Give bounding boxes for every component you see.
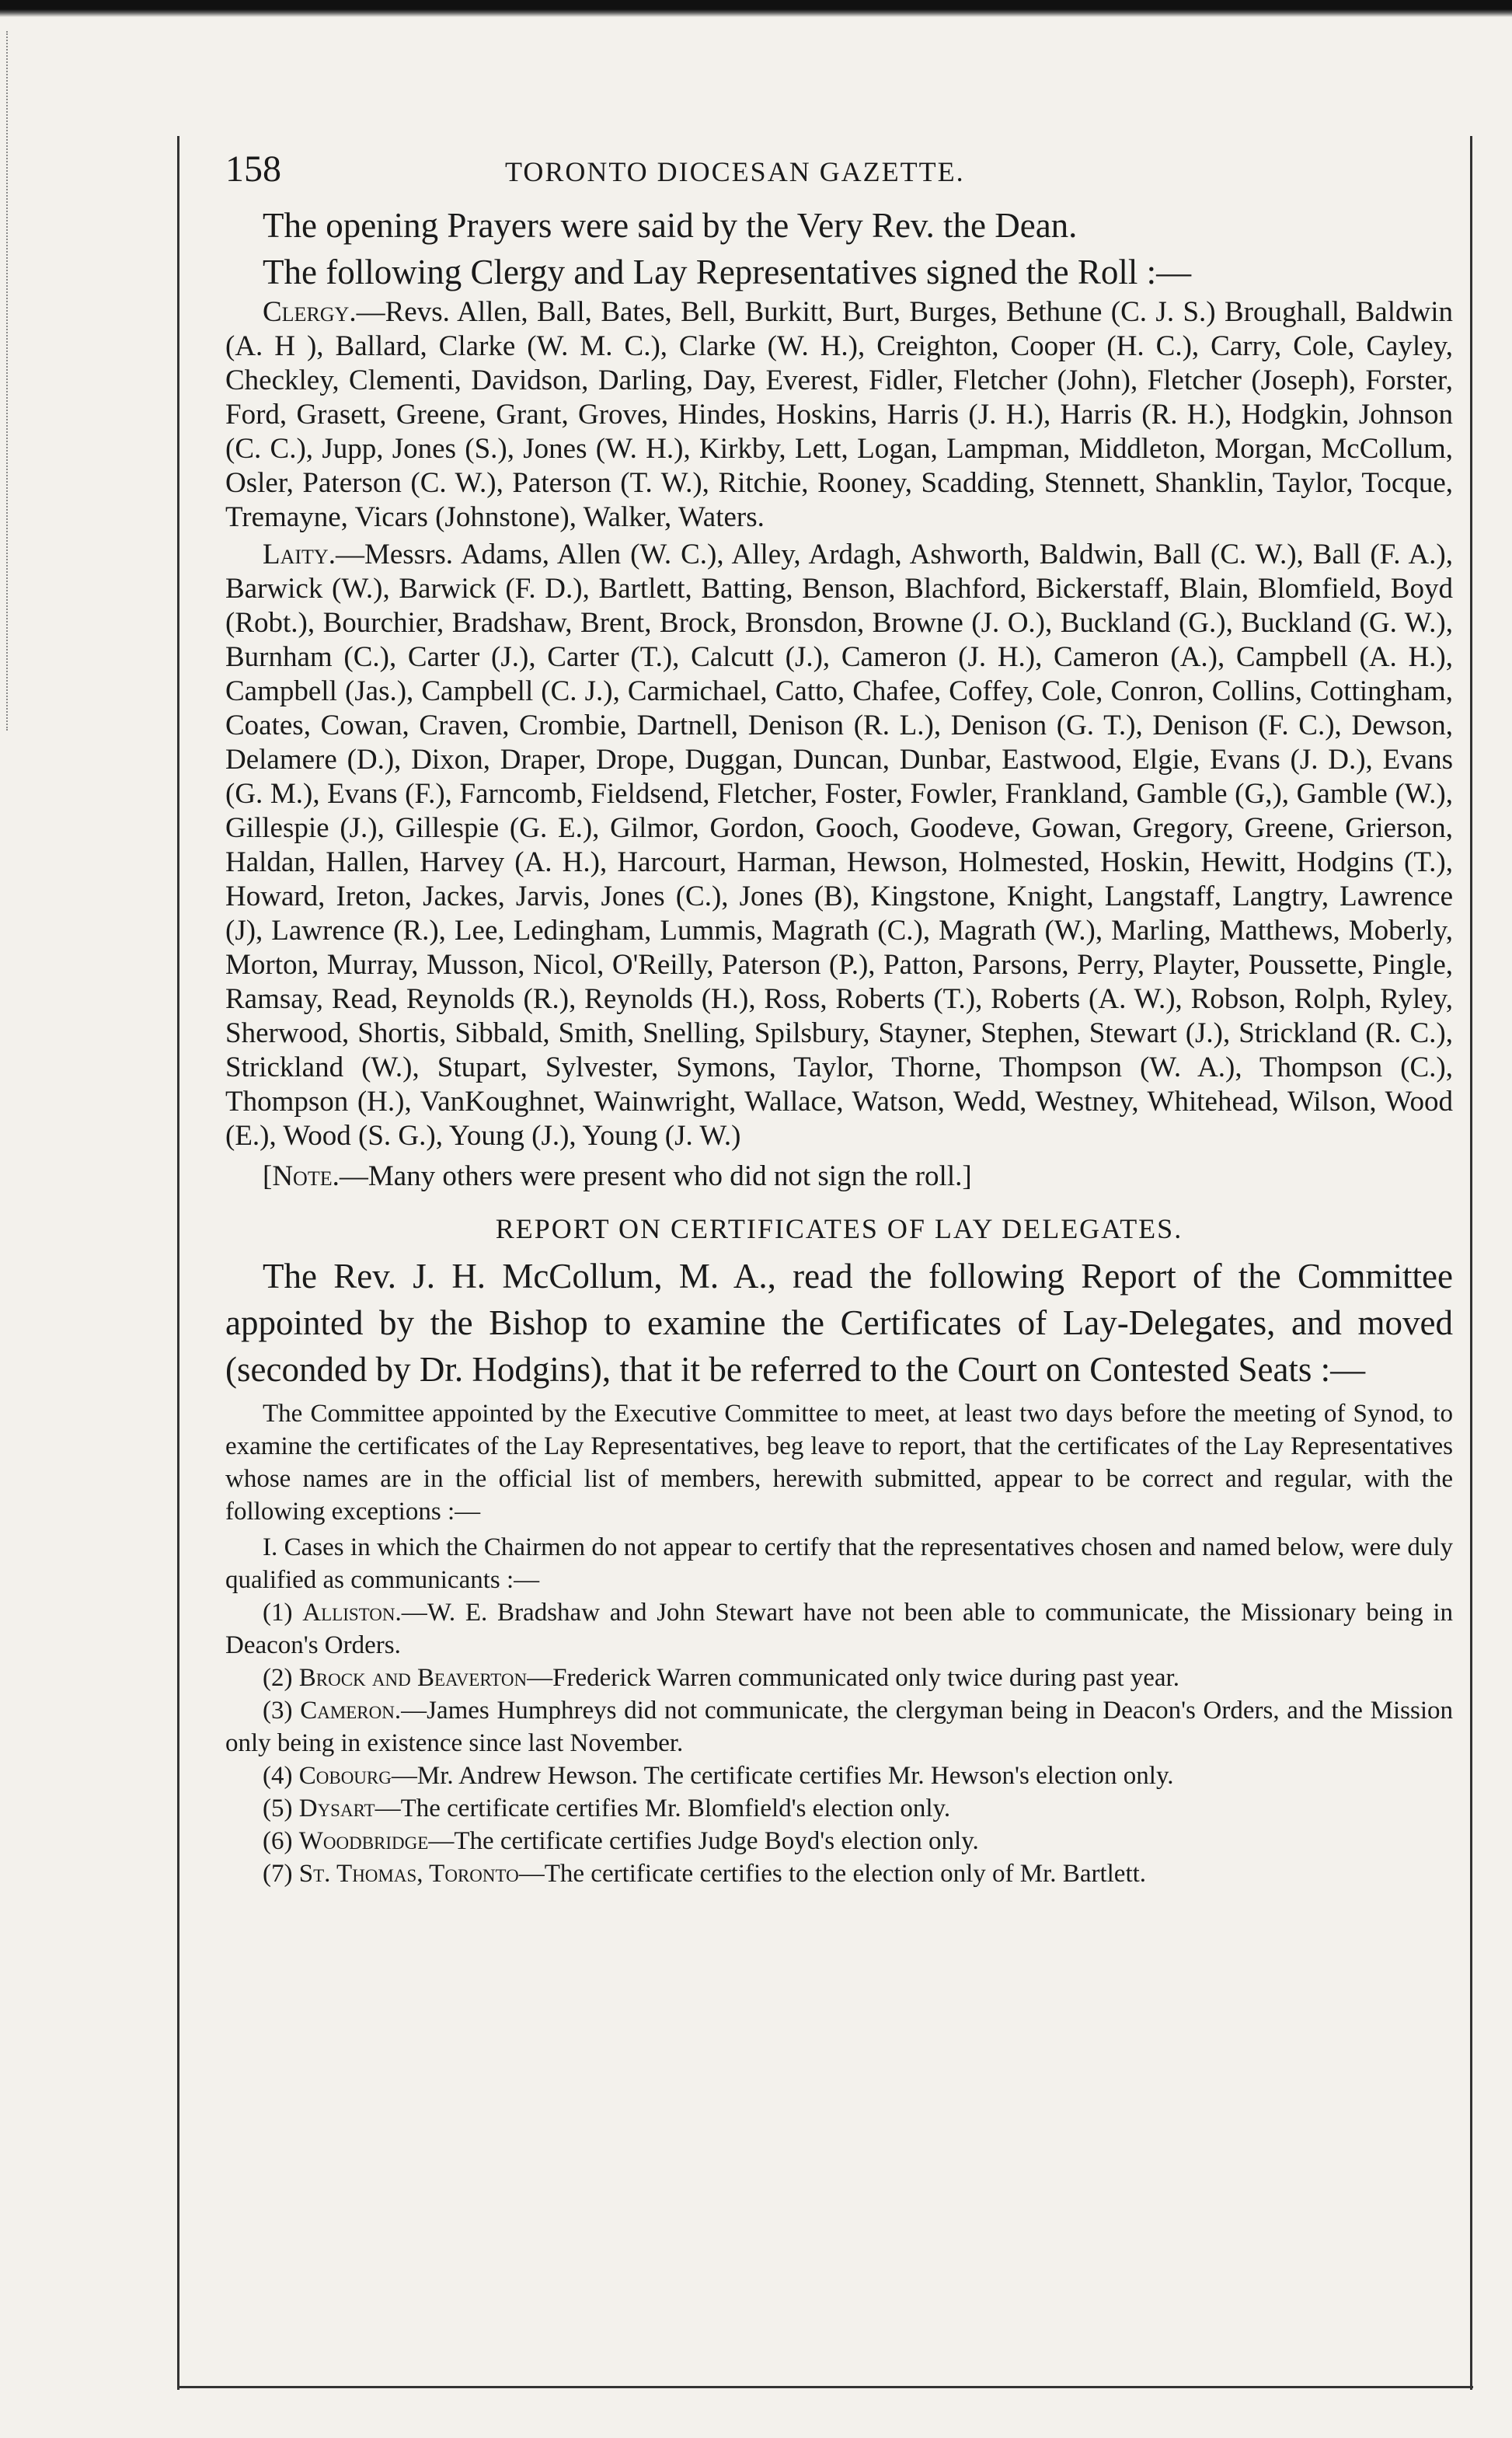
laity-paragraph	[225, 538, 1453, 1153]
gazette-page	[225, 148, 1453, 1890]
case-text: —James Humphreys did not communicate, the clergyman being in Deacon's Orders, and the Mission only being in existence since last November.	[225, 1697, 1454, 1757]
page-border-left	[177, 136, 179, 2390]
intro-line-1: The opening Prayers were said by the Very Rev. the Dean.	[263, 206, 1078, 245]
case-number: (1)	[263, 1599, 293, 1627]
case-text: —Mr. Andrew Hewson. The certificate certifies Mr. Hewson's election only.	[391, 1762, 1174, 1790]
case-text: —The certificate certifies Judge Boyd's election only.	[428, 1827, 979, 1855]
laity-label: Laity.	[263, 539, 336, 570]
note-paragraph	[225, 1160, 1453, 1194]
case-number: (7)	[263, 1860, 293, 1888]
case-text: —The certificate certifies to the election only of Mr. Bartlett.	[518, 1860, 1147, 1888]
page-header	[225, 148, 1453, 202]
clergy-list: —Revs. Allen, Ball, Bates, Bell, Burkitt, Burt, Burges, Bethune (C. J. S.) Broughall, Baldwin (A. H ), Ballard, Clarke (W. M. C.), Clarke (W. H.), Creighton, Cooper (H. C.), Carry, Cole, Cayley, Checkley, Clementi, Davidson, Darling, Day, Everest, Fidler, Fletcher (John), Fletcher (Joseph), Forster, Ford, Grasett, Greene, Grant, Groves, Hindes, Hoskins, Harris (J. H.), Harris (R. H.), Hodgkin, Johnson (C. C.), Jupp, Jones (S.), Jones (W. H.), Kirkby, Lett, Logan, Lampman, Middleton, Morgan, McCollum, Osler, Paterson (C. W.), Paterson (T. W.), Ritchie, Rooney, Scadding, Stennett, Shanklin, Taylor, Tocque, Tremayne, Vicars (Johnstone), Walker, Waters.	[225, 296, 1453, 533]
clergy-paragraph	[225, 295, 1453, 535]
report-heading: REPORT ON CERTIFICATES OF LAY DELEGATES.	[495, 1213, 1183, 1244]
running-head: TORONTO DIOCESAN GAZETTE.	[505, 156, 965, 187]
case-text: —W. E. Bradshaw and John Stewart have not been able to communicate, the Missionary being in Deacon's Orders.	[225, 1599, 1453, 1659]
page-number: 158	[225, 148, 281, 190]
case-place: Cobourg	[298, 1762, 392, 1790]
case-number: (5)	[263, 1794, 293, 1822]
case-number: (6)	[263, 1827, 293, 1855]
case-place: Alliston.	[302, 1599, 402, 1627]
case-item	[225, 1694, 1453, 1760]
cases-heading: I. Cases in which the Chairmen do not appear to certify that the representatives chosen and named below, were duly qualified as communicants :—	[225, 1533, 1453, 1594]
case-number: (4)	[263, 1762, 293, 1790]
laity-list: —Messrs. Adams, Allen (W. C.), Alley, Ardagh, Ashworth, Baldwin, Ball (C. W.), Ball (F. A.), Barwick (W.), Barwick (F. D.), Bartlett, Batting, Benson, Blachford, Bickerstaff, Blain, Blomfield, Boyd (Robt.), Bourchier, Bradshaw, Brent, Brock, Bronsdon, Browne (J. O.), Buckland (G.), Buckland (G. W.), Burnham (C.), Carter (J.), Carter (T.), Calcutt (J.), Cameron (J. H.), Cameron (A.), Campbell (A. H.), Campbell (Jas.), Campbell (C. J.), Carmichael, Catto, Chafee, Coffey, Cole, Conron, Collins, Cottingham, Coates, Cowan, Craven, Crombie, Dartnell, Denison (R. L.), Denison (G. T.), Denison (F. C.), Dewson, Delamere (D.), Dixon, Draper, Drope, Duggan, Duncan, Dunbar, Eastwood, Elgie, Evans (J. D.), Evans (G. M.), Evans (F.), Farncomb, Fieldsend, Fletcher, Foster, Fowler, Frankland, Gamble (G,), Gamble (W.), Gillespie (J.), Gillespie (G. E.), Gilmor, Gordon, Gooch, Goodeve, Gowan, Gregory, Greene, Grierson, Haldan, Hallen, Harvey (A. H.), Harcourt, Harman, Hewson, Holmested, Hoskin, Hewitt, Hodgins (T.), Howard, Ireton, Jackes, Jarvis, Jones (C.), Jones (B), Kingstone, Knight, Langstaff, Langtry, Lawrence (J), Lawrence (R.), Lee, Ledingham, Lummis, Magrath (C.), Magrath (W.), Marling, Matthews, Moberly, Morton, Murray, Musson, Nicol, O'Reilly, Paterson (P.), Patton, Parsons, Perry, Playter, Poussette, Pingle, Ramsay, Read, Reynolds (R.), Reynolds (H.), Ross, Roberts (T.), Roberts (A. W.), Robson, Rolph, Ryley, Sherwood, Shortis, Sibbald, Smith, Snelling, Spilsbury, Stayner, Stephen, Stewart (J.), Strickland (R. C.), Strickland (W.), Stupart, Sylvester, Symons, Taylor, Thorne, Thompson (W. A.), Thompson (C.), Thompson (H.), VanKoughnet, Wainwright, Wallace, Watson, Wedd, Westney, Whitehead, Wilson, Wood (E.), Wood (S. G.), Young (J.), Young (J. W.)	[225, 539, 1453, 1152]
note-open-bracket: [	[263, 1160, 273, 1192]
case-number: (2)	[263, 1664, 293, 1692]
report-intro: The Rev. J. H. McCollum, M. A., read the following Report of the Committee appointed by the Bishop to examine the Certificates of Lay-Delegates, and moved (seconded by Dr. Hodgins), that it be referred to the Court on Contested Seats :—	[225, 1257, 1453, 1389]
case-item	[225, 1662, 1453, 1694]
case-item	[225, 1596, 1453, 1662]
scan-edge-dots	[6, 31, 12, 731]
clergy-label: Clergy.	[263, 296, 357, 328]
scan-edge-top	[0, 0, 1512, 17]
case-place: St. Thomas, Toronto	[298, 1860, 519, 1888]
page-border-right	[1470, 136, 1472, 2390]
case-place: Dysart	[298, 1794, 375, 1822]
case-item	[225, 1792, 1453, 1825]
case-item	[225, 1825, 1453, 1857]
page-border-bottom	[177, 2386, 1473, 2388]
intro-line-2: The following Clergy and Lay Representatives signed the Roll :—	[263, 253, 1192, 291]
case-place: Woodbridge	[298, 1827, 429, 1855]
case-place: Brock and Beaverton	[298, 1664, 528, 1692]
case-text: —The certificate certifies Mr. Blomfield's election only.	[375, 1794, 951, 1822]
note-text: —Many others were present who did not sign the roll.]	[339, 1160, 972, 1192]
case-number: (3)	[263, 1697, 293, 1725]
case-place: Cameron.	[300, 1697, 402, 1725]
case-item	[225, 1760, 1453, 1792]
case-item	[225, 1857, 1453, 1890]
report-body: The Committee appointed by the Executive Committee to meet, at least two days before the meeting of Synod, to examine the certificates of the Lay Representatives, beg leave to report, that the certificates of the Lay Representatives whose names are in the official list of members, herewith submitted, appear to be correct and regular, with the following exceptions :—	[225, 1400, 1453, 1526]
case-text: —Frederick Warren communicated only twice during past year.	[527, 1664, 1179, 1692]
note-label: Note.	[272, 1160, 340, 1192]
